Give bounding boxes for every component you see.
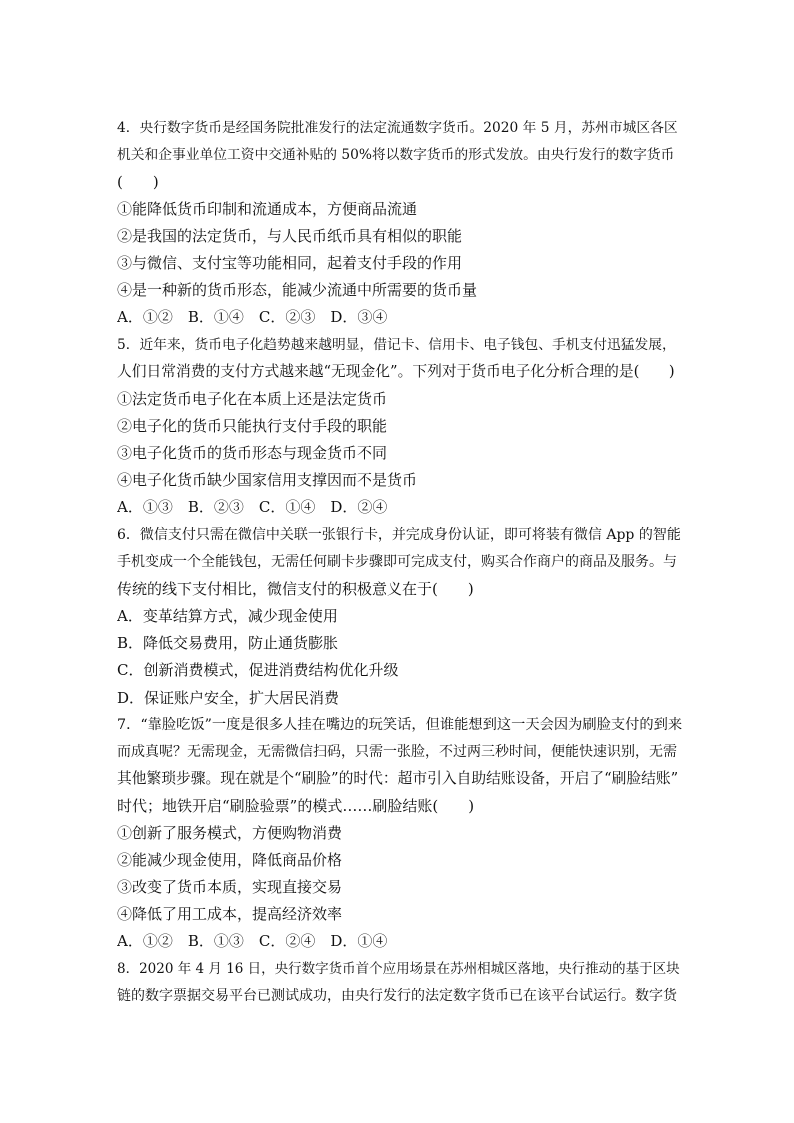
- question-text-line: 人们日常消费的支付方式越来越“无现金化”。下列对于货币电子化分析合理的是( ): [117, 363, 675, 380]
- statement-option: ④是一种新的货币形态，能减少流通中所需要的货币量: [117, 281, 478, 299]
- choice-option-b: B．降低交易费用，防止通货膨胀: [117, 634, 339, 652]
- statement-option: ②是我国的法定货币，与人民币纸币具有相似的职能: [117, 227, 463, 245]
- statement-option: ②电子化的货币只能执行支付手段的职能: [117, 417, 388, 435]
- question-text-line: 传统的线下支付相比，微信支付的积极意义在于( ): [117, 580, 474, 598]
- statement-option: ①创新了服务模式，方便购物消费: [117, 824, 343, 842]
- question-text-line: 时代；地铁开启“刷脸验票”的模式……刷脸结账( ): [117, 797, 475, 815]
- statement-option: ③与微信、支付宝等功能相同，起着支付手段的作用: [117, 254, 463, 272]
- question-text-line: 4．央行数字货币是经国务院批准发行的法定流通数字货币。2020 年 5 月，苏州市城区各区: [117, 120, 678, 136]
- statement-option: ④降低了用工成本，提高经济效率: [117, 905, 343, 923]
- question-text-line: 7．“靠脸吃饭”一度是很多人挂在嘴边的玩笑话，但谁能想到这一天会因为刷脸支付的到来: [117, 717, 682, 733]
- question-text-line: 6．微信支付只需在微信中关联一张银行卡，并完成身份认证，即可将装有微信 App 的智能: [117, 527, 681, 543]
- question-text-line: 5．近年来，货币电子化趋势越来越明显，借记卡、信用卡、电子钱包、手机支付迅猛发展，: [117, 337, 676, 353]
- question-text-line: 其他繁琐步骤。现在就是个“刷脸”的时代：超市引入自助结账设备，开启了“刷脸结账”: [117, 770, 679, 787]
- choice-options: A．①③ B．②③ C．①④ D．②④: [117, 498, 388, 516]
- question-text-line: 手机变成一个全能钱包，无需任何刷卡步骤即可完成支付，购买合作商户的商品及服务。与: [117, 554, 677, 570]
- statement-option: ①能降低货币印制和流通成本，方便商品流通: [117, 200, 418, 218]
- statement-option: ③电子化货币的货币形态与现金货币不同: [117, 444, 388, 462]
- statement-option: ①法定货币电子化在本质上还是法定货币: [117, 390, 388, 408]
- question-text-line: 机关和企事业单位工资中交通补贴的 50%将以数字货币的形式发放。由央行发行的数字货币: [117, 147, 675, 163]
- choice-option-d: D．保证账户安全，扩大居民消费: [117, 689, 340, 707]
- answer-blank: ( ): [117, 173, 159, 191]
- choice-options: A．①② B．①③ C．②④ D．①④: [117, 932, 388, 950]
- statement-option: ④电子化货币缺少国家信用支撑因而不是货币: [117, 471, 418, 489]
- statement-option: ②能减少现金使用，降低商品价格: [117, 851, 343, 869]
- choice-option-a: A．变革结算方式，减少现金使用: [117, 607, 338, 625]
- question-text-line: 而成真呢？无需现金，无需微信扫码，只需一张脸，不过两三秒时间，便能快速识别，无需: [117, 744, 677, 760]
- question-text-line: 8．2020 年 4 月 16 日，央行数字货币首个应用场景在苏州相城区落地，央行推动的基于区块: [117, 961, 680, 977]
- choice-options: A．①② B．①④ C．②③ D．③④: [117, 308, 388, 326]
- statement-option: ③改变了货币本质，实现直接交易: [117, 878, 343, 896]
- choice-option-c: C．创新消费模式，促进消费结构优化升级: [117, 661, 399, 679]
- question-text-line: 链的数字票据交易平台已测试成功，由央行发行的法定数字货币已在该平台试运行。数字货: [117, 988, 677, 1004]
